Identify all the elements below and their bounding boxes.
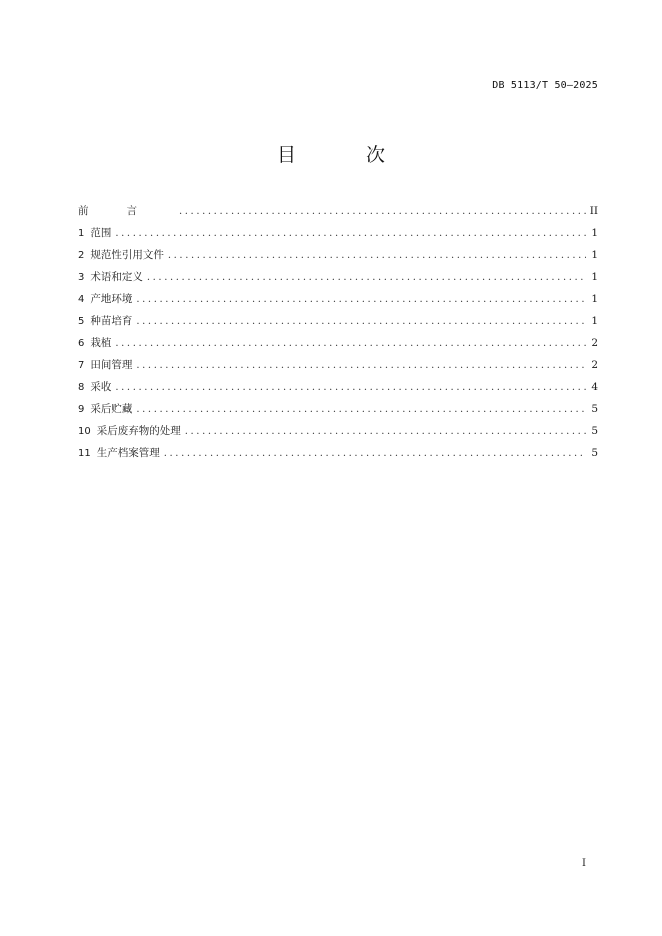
document-id: DB 5113/T 50—2025 bbox=[492, 80, 598, 91]
toc-entry-seedling-cultivation[interactable] bbox=[78, 310, 598, 332]
toc-entry-page: 2 bbox=[591, 337, 598, 349]
toc-entry-label: 范围 bbox=[90, 227, 112, 239]
toc-leader-dots bbox=[185, 421, 586, 443]
toc-entry-page: 5 bbox=[591, 403, 598, 415]
toc-entry-number: 1 bbox=[78, 228, 85, 239]
toc-entry-number: 5 bbox=[78, 316, 85, 327]
toc-entry-page: II bbox=[589, 205, 598, 217]
toc-entry-page: 1 bbox=[591, 315, 598, 327]
toc-leader-dots bbox=[115, 333, 586, 355]
toc-entry-number: 3 bbox=[78, 272, 85, 283]
toc-leader-dots bbox=[168, 245, 586, 267]
toc-entry-page: 1 bbox=[591, 271, 598, 283]
toc-entry-field-management[interactable] bbox=[78, 354, 598, 376]
toc-entry-harvest[interactable] bbox=[78, 376, 598, 398]
toc-entry-page: 4 bbox=[591, 381, 598, 393]
toc-entry-label: 种苗培育 bbox=[90, 315, 133, 327]
toc-entry-planting[interactable] bbox=[78, 332, 598, 354]
toc-entry-label: 规范性引用文件 bbox=[90, 249, 164, 261]
toc-entry-scope[interactable] bbox=[78, 222, 598, 244]
toc-entry-label: 采收 bbox=[90, 381, 112, 393]
toc-entry-production-environment[interactable] bbox=[78, 288, 598, 310]
toc-entry-number: 7 bbox=[78, 360, 85, 371]
toc-entry-page: 5 bbox=[591, 447, 598, 459]
toc-entry-number: 9 bbox=[78, 404, 85, 415]
toc-entry-page: 5 bbox=[591, 425, 598, 437]
toc-title: 目 次 bbox=[276, 144, 418, 166]
toc-entry-label: 产地环境 bbox=[90, 293, 133, 305]
toc-entry-label: 前言 bbox=[78, 205, 175, 217]
toc-entry-page: 2 bbox=[591, 359, 598, 371]
toc-entry-production-records[interactable] bbox=[78, 442, 598, 464]
toc-leader-dots bbox=[136, 289, 586, 311]
toc-entry-page: 1 bbox=[591, 293, 598, 305]
toc-leader-dots bbox=[164, 443, 586, 465]
toc-entry-number: 8 bbox=[78, 382, 85, 393]
toc-entry-page: 1 bbox=[591, 227, 598, 239]
toc-entry-number: 2 bbox=[78, 250, 85, 261]
toc-leader-dots bbox=[115, 223, 586, 245]
toc-entry-number: 4 bbox=[78, 294, 85, 305]
toc-entry-label: 栽植 bbox=[90, 337, 112, 349]
toc-entry-foreword[interactable] bbox=[78, 200, 598, 222]
toc-entry-label: 生产档案管理 bbox=[96, 447, 160, 459]
toc-entry-normative-references[interactable] bbox=[78, 244, 598, 266]
toc-entry-number: 10 bbox=[78, 426, 91, 437]
toc-entry-page: 1 bbox=[591, 249, 598, 261]
toc-entry-label: 采后贮藏 bbox=[90, 403, 133, 415]
page-number: I bbox=[582, 858, 586, 869]
toc-entry-label: 术语和定义 bbox=[90, 271, 143, 283]
toc-entry-post-harvest-storage[interactable] bbox=[78, 398, 598, 420]
toc-leader-dots bbox=[136, 399, 586, 421]
toc-entry-label: 田间管理 bbox=[90, 359, 133, 371]
table-of-contents bbox=[78, 200, 598, 464]
toc-leader-dots bbox=[136, 311, 586, 333]
toc-entry-number: 11 bbox=[78, 448, 91, 459]
toc-entry-label: 采后废弃物的处理 bbox=[96, 425, 181, 437]
toc-entry-waste-disposal[interactable] bbox=[78, 420, 598, 442]
toc-leader-dots bbox=[147, 267, 586, 289]
toc-entry-terms-definitions[interactable] bbox=[78, 266, 598, 288]
toc-leader-dots bbox=[136, 355, 586, 377]
toc-leader-dots bbox=[115, 377, 586, 399]
toc-leader-dots bbox=[179, 201, 586, 223]
toc-entry-number: 6 bbox=[78, 338, 85, 349]
